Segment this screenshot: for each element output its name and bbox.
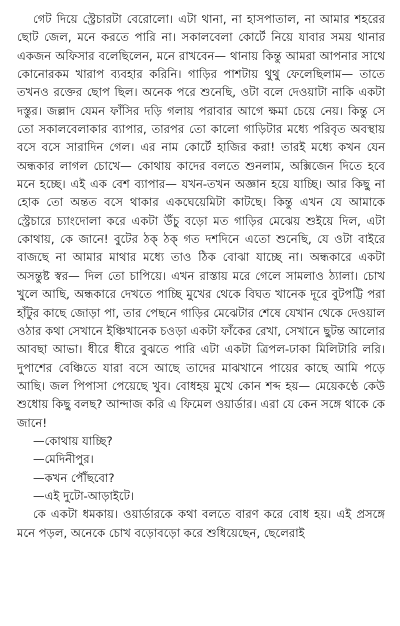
dialogue-block xyxy=(17,432,385,505)
dialogue-line: —কোথায় যাচ্ছি? xyxy=(33,433,113,448)
dialogue-line: —কখন পৌঁছবো? xyxy=(33,470,115,485)
dialogue-line: —মেদিনীপুর। xyxy=(33,452,94,467)
body-paragraph: গেট দিয়ে স্ট্রেচারটা বেরোলো। এটা থানা, না হাসপাতাল, না আমার শহরের ছোট জেল, মনে করতে পারি না। সকালবেলা কোর্টে নিয়ে যাবার সময় থানার একজন অফিসার বলেছিলেন, মনে রাখবেন— থানায় কিন্তু আমরা আপনার সাথে কোনোরকম খারাপ ব্যবহার করিনি। গাড়ির পাশটায় থুথু ফেলেছিলাম— তাতে তখনও রক্তের ছোপ ছিল। অনেক পরে শুনেছি, ওটা বলে দেওয়াটা নাকি একটা দস্তুর। জল্লাদ যেমন ফাঁসির দড়ি গলায় পরাবার আগে ক্ষমা চেয়ে নেয়। কিন্তু সে তো সকালবেলাকার ব্যাপার, তারপর তো কালো গাড়িটার মধ্যে পরিবৃত অবস্থায় বসে বসে সারাদিন গেল। এর নাম কোর্টে হাজির করা! তারই মধ্যে কখন যেন অন্ধকার লাগল চোখে— কোথায় কাদের বলতে শুনলাম, অক্সিজেন দিতে হবে মনে হচ্ছে। এই এক বেশ ব্যাপার— যখন-তখন অজ্ঞান হয়ে যাচ্ছি। আর কিছু না হোক তো অন্তত বসে থাকার একঘেয়েমিটা কাটছে। কিন্তু এখন যে আমাকে স্ট্রেচারে চ্যাংদোলা করে একটা উঁচু বড়ো মত গাড়ির মেঝেয় শুইয়ে দিল, এটা কোথায়, কে জানে! বুটের ঠক্ ঠক্ গত দশদিনে এতো শুনেছি, যে ওটা বাইরে বাজছে না আমার মাথার মধ্যে তাও ঠিক বোঝা যাচ্ছে না। অন্ধকারে একটা অসন্তুষ্ট স্বর— দিল তো চাপিয়ে। এখন রাস্তায় মরে গেলে সামলাও ঠ্যালা। চোখ খুলে আছি, অন্ধকারে দেখতে পাচ্ছি মুখের থেকে বিঘত খানেক দূরে বুটপট্টি পরা হাঁটুর কাছে জোড়া পা, তার পেছনে গাড়ির মেঝেটার শেষে যেখান থেকে দেওয়াল ওঠার কথা সেখানে ইঞ্চিখানেক চওড়া একটা ফাঁকের রেখা, সেখানে ছুটন্ত আলোর আবছা আভা। ধীরে ধীরে বুঝতে পারি এটা একটা ত্রিপল-ঢাকা মিলিটারি লরি। দুপাশের বেঞ্চিতে যারা বসে আছে তাদের মাঝখানে পায়ের কাছে আমি পড়ে আছি। জল পিপাসা পেয়েছে খুব। বোধহয় মুখে কোন শব্দ হয়— মেয়েকণ্ঠে কেউ শুধোয় কিছু বলছ? আন্দাজ করি এ ফিমেল ওয়ার্ডার। এরা যে কেন সঙ্গে থাকে কে জানে! xyxy=(17,12,385,430)
dialogue-line: —এই দুটো-আড়াইটে। xyxy=(33,488,135,503)
closing-paragraph: কে একটা ধমকায়। ওয়ার্ডারকে কথা বলতে বারণ করে বোধ হয়। এই প্রসঙ্গে মনে পড়ল, অনেকে চোখ বড়োবড়ো করে শুধিয়েছেন, ছেলেরাই xyxy=(17,507,385,540)
